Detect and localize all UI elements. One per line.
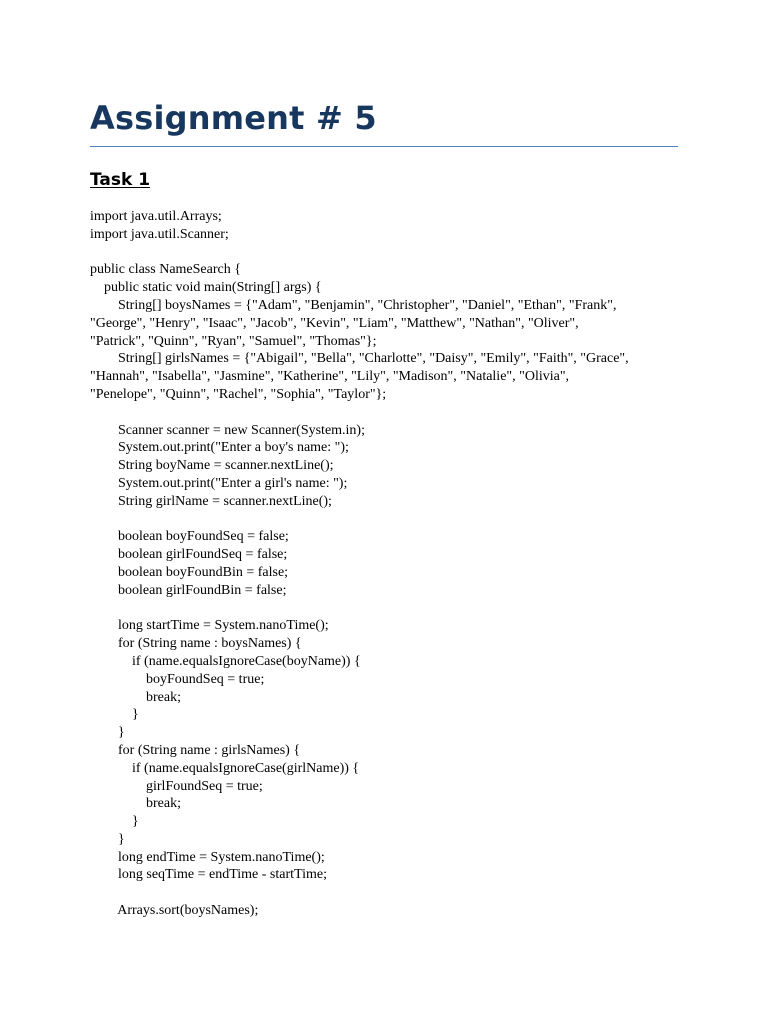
code-line: import java.util.Arrays; xyxy=(90,209,222,224)
code-line: "Penelope", "Quinn", "Rachel", "Sophia", "Taylor"}; xyxy=(90,386,387,402)
code-line: "Hannah", "Isabella", "Jasmine", "Katherine", "Lily", "Madison", "Natalie", "Olivia", xyxy=(90,369,570,385)
code-line: } xyxy=(90,814,139,830)
code-line xyxy=(90,884,690,902)
document-title: Assignment # 5 xyxy=(90,99,377,137)
code-line: "George", "Henry", "Isaac", "Jacob", "Kevin", "Liam", "Matthew", "Nathan", "Oliver", xyxy=(90,315,579,331)
code-block xyxy=(90,208,690,920)
code-line: String[] boysNames = {"Adam", "Benjamin", "Christopher", "Daniel", "Ethan", "Frank", xyxy=(90,297,617,313)
code-line: Scanner scanner = new Scanner(System.in); xyxy=(90,422,365,438)
code-line: } xyxy=(90,831,125,847)
code-line: String girlName = scanner.nextLine(); xyxy=(90,493,332,509)
code-line: boolean boyFoundBin = false; xyxy=(90,564,289,580)
code-line: if (name.equalsIgnoreCase(girlName)) { xyxy=(90,760,360,776)
code-line: long startTime = System.nanoTime(); xyxy=(90,618,329,634)
code-line: } xyxy=(90,707,139,723)
code-line: public class NameSearch { xyxy=(90,262,241,278)
code-line: if (name.equalsIgnoreCase(boyName)) { xyxy=(90,653,361,669)
code-line: break; xyxy=(90,689,181,705)
task-heading: Task 1 xyxy=(90,170,151,190)
code-line: for (String name : boysNames) { xyxy=(90,636,302,652)
code-line: long seqTime = endTime - startTime; xyxy=(90,867,327,883)
code-line: for (String name : girlsNames) { xyxy=(90,742,301,758)
code-line: break; xyxy=(90,796,181,812)
code-line: "Patrick", "Quinn", "Ryan", "Samuel", "Thomas"}; xyxy=(90,333,377,349)
code-line xyxy=(90,511,690,529)
code-line: } xyxy=(90,725,125,741)
code-line: import java.util.Scanner; xyxy=(90,226,229,242)
code-line: boolean boyFoundSeq = false; xyxy=(90,529,289,545)
code-line: System.out.print("Enter a boy's name: "); xyxy=(90,440,349,456)
code-line: girlFoundSeq = true; xyxy=(90,778,263,794)
code-line xyxy=(90,600,690,618)
code-line xyxy=(90,244,690,262)
code-line: long endTime = System.nanoTime(); xyxy=(90,849,325,865)
code-line: System.out.print("Enter a girl's name: "); xyxy=(90,475,348,491)
code-line: boyFoundSeq = true; xyxy=(90,671,265,687)
code-line: public static void main(String[] args) { xyxy=(90,280,322,296)
code-line: String boyName = scanner.nextLine(); xyxy=(90,458,334,474)
code-line: boolean girlFoundBin = false; xyxy=(90,582,287,598)
title-divider xyxy=(90,146,678,147)
code-line: Arrays.sort(boysNames); xyxy=(90,903,259,919)
code-line xyxy=(90,404,690,422)
code-line: boolean girlFoundSeq = false; xyxy=(90,547,288,563)
code-line: String[] girlsNames = {"Abigail", "Bella", "Charlotte", "Daisy", "Emily", "Faith", "Grace", xyxy=(90,351,629,367)
